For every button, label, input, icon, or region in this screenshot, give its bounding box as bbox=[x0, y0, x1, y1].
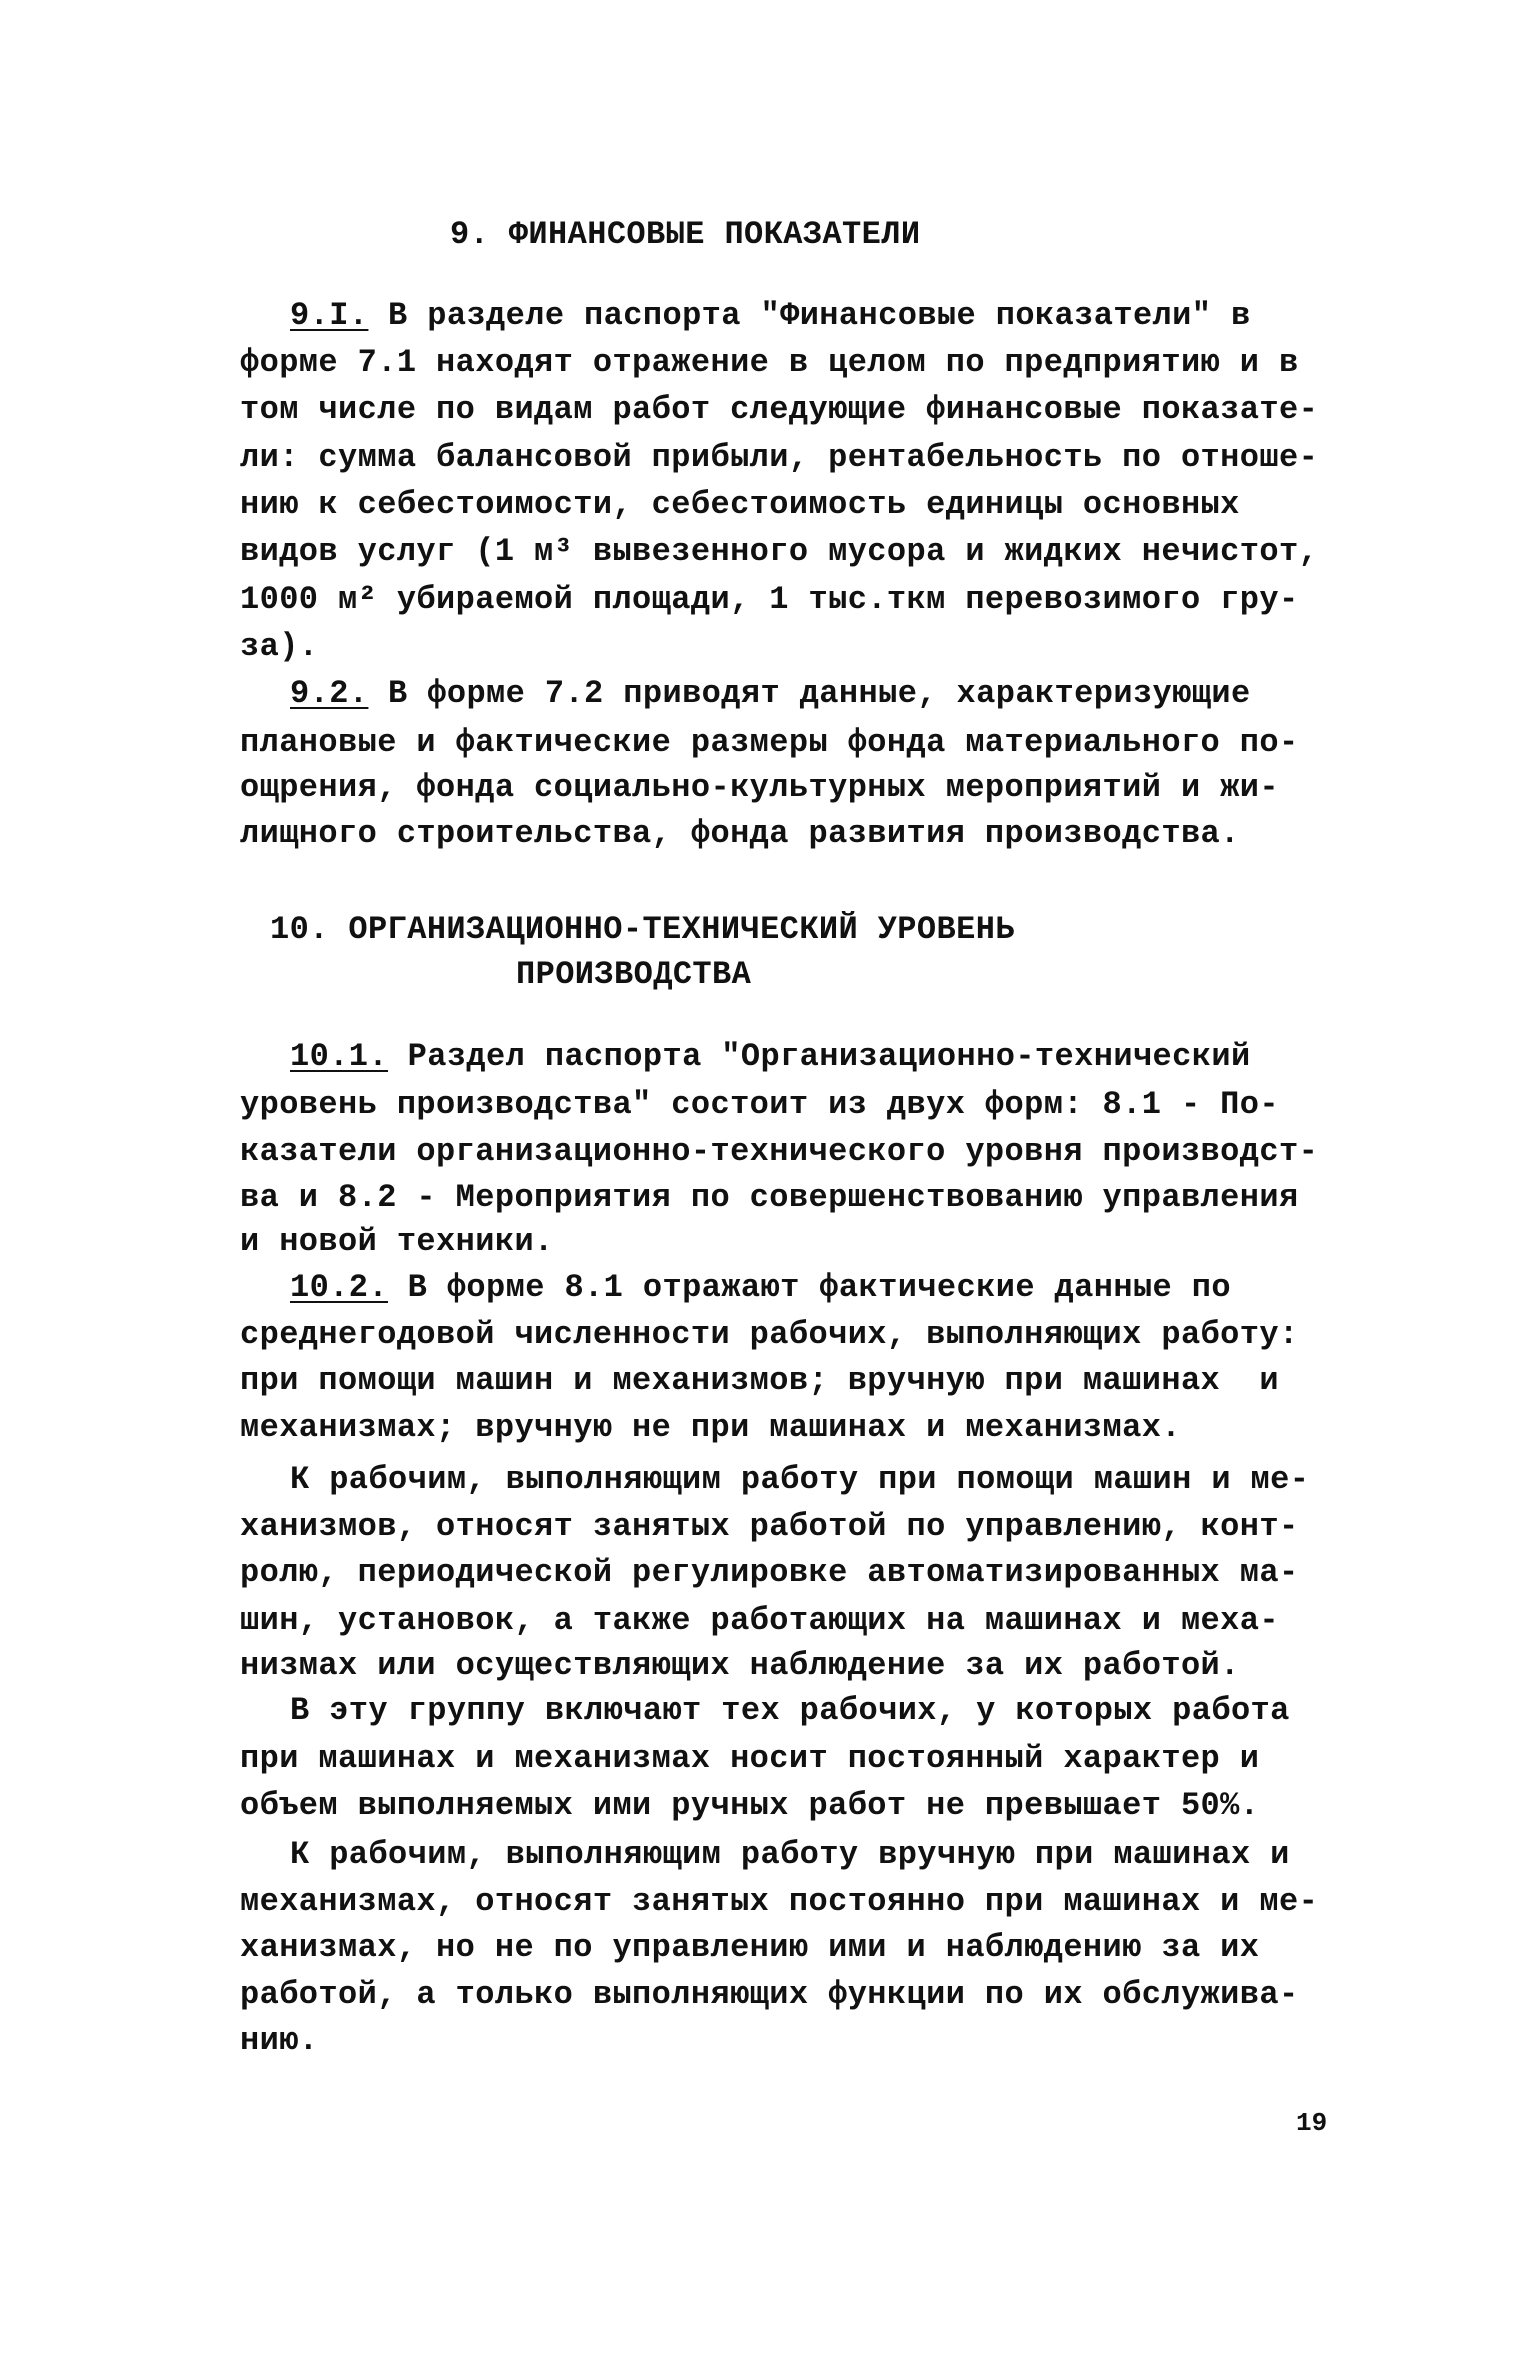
paragraph-line: ролю, периодической регулировке автоматизированных ма- bbox=[240, 1554, 1299, 1591]
paragraph-line bbox=[290, 1835, 1290, 1875]
paragraph-line: объем выполняемых ими ручных работ не превышает 50%. bbox=[240, 1787, 1260, 1824]
paragraph-line: механизмах; вручную не при машинах и механизмах. bbox=[240, 1409, 1181, 1446]
paragraph-line: среднегодовой численности рабочих, выполняющих работу: bbox=[240, 1316, 1299, 1353]
section-heading: ПРОИЗВОДСТВА bbox=[516, 956, 752, 993]
paragraph-line: при помощи машин и механизмов; вручную при машинах и bbox=[240, 1362, 1279, 1399]
paragraph-line: работой, а только выполняющих функции по их обслужива- bbox=[240, 1976, 1299, 2013]
paragraph-line: лищного строительства, фонда развития производства. bbox=[240, 815, 1240, 852]
paragraph-line: том числе по видам работ следующие финансовые показате- bbox=[240, 391, 1319, 428]
paragraph-text: К рабочим, выполняющим работу вручную при машинах и bbox=[290, 1836, 1290, 1873]
section-heading: 9. ФИНАНСОВЫЕ ПОКАЗАТЕЛИ bbox=[450, 216, 921, 253]
paragraph-line: плановые и фактические размеры фонда материального по- bbox=[240, 724, 1299, 761]
page-number: 19 bbox=[1296, 2108, 1328, 2138]
clause-number: 10.1. bbox=[290, 1038, 389, 1075]
paragraph-line: механизмах, относят занятых постоянно при машинах и ме- bbox=[240, 1883, 1319, 1920]
paragraph-line bbox=[290, 296, 1251, 336]
paragraph-line: низмах или осуществляющих наблюдение за их работой. bbox=[240, 1647, 1240, 1684]
paragraph-line: ли: сумма балансовой прибыли, рентабельность по отноше- bbox=[240, 439, 1319, 476]
paragraph-text: В эту группу включают тех рабочих, у которых работа bbox=[290, 1692, 1290, 1729]
paragraph-line: шин, установок, а также работающих на машинах и меха- bbox=[240, 1602, 1279, 1639]
paragraph-line: за). bbox=[240, 628, 319, 665]
paragraph-line bbox=[290, 1037, 1251, 1077]
paragraph-text: К рабочим, выполняющим работу при помощи машин и ме- bbox=[290, 1461, 1310, 1498]
paragraph-line: ханизмов, относят занятых работой по управлению, конт- bbox=[240, 1508, 1299, 1545]
paragraph-line: нию. bbox=[240, 2022, 319, 2059]
paragraph-line: ханизмах, но не по управлению ими и наблюдению за их bbox=[240, 1929, 1260, 1966]
paragraph-line: ощрения, фонда социально-культурных мероприятий и жи- bbox=[240, 769, 1279, 806]
paragraph-line: и новой техники. bbox=[240, 1223, 554, 1260]
paragraph-text: В разделе паспорта "Финансовые показатели" в bbox=[388, 297, 1251, 334]
paragraph-text: В форме 8.1 отражают фактические данные по bbox=[407, 1269, 1231, 1306]
paragraph-line: ва и 8.2 - Мероприятия по совершенствованию управления bbox=[240, 1179, 1299, 1216]
clause-number: 9.2. bbox=[290, 675, 369, 712]
paragraph-text: Раздел паспорта "Организационно-технический bbox=[407, 1038, 1251, 1075]
paragraph-line bbox=[290, 1691, 1290, 1731]
paragraph-line: форме 7.1 находят отражение в целом по предприятию и в bbox=[240, 344, 1299, 381]
section-heading: 10. ОРГАНИЗАЦИОННО-ТЕХНИЧЕСКИЙ УРОВЕНЬ bbox=[270, 911, 1015, 948]
paragraph-line: казатели организационно-технического уровня производст- bbox=[240, 1133, 1319, 1170]
paragraph-line: при машинах и механизмах носит постоянный характер и bbox=[240, 1740, 1260, 1777]
paragraph-line: уровень производства" состоит из двух форм: 8.1 - По- bbox=[240, 1086, 1279, 1123]
clause-number: 9.I. bbox=[290, 297, 369, 334]
clause-number: 10.2. bbox=[290, 1269, 389, 1306]
paragraph-line: 1000 м² убираемой площади, 1 тыс.ткм перевозимого гру- bbox=[240, 581, 1299, 618]
paragraph-text: В форме 7.2 приводят данные, характеризующие bbox=[388, 675, 1251, 712]
paragraph-line: нию к себестоимости, себестоимость единицы основных bbox=[240, 486, 1240, 523]
paragraph-line bbox=[290, 1268, 1231, 1308]
paragraph-line: видов услуг (1 м³ вывезенного мусора и жидких нечистот, bbox=[240, 533, 1319, 570]
paragraph-line bbox=[290, 1460, 1309, 1500]
paragraph-line bbox=[290, 674, 1251, 714]
